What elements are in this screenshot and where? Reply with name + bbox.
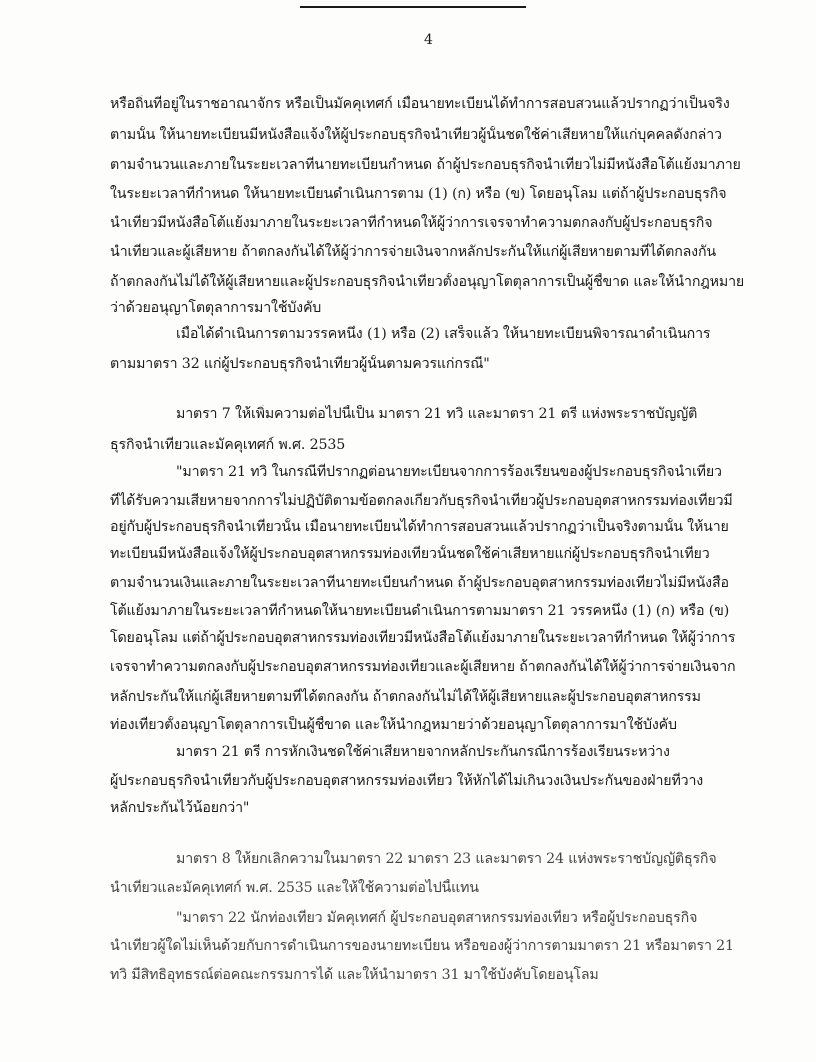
text-line-2: ตามนั้น ให้นายทะเบียนมีหนังสือแจ้งให้ผู้ประกอบธุรกิจนำเที่ยวผู้นั้นชดใช้ค่าเสียหายให้แก่บุคคลดังกล่าว (110, 127, 722, 143)
text-line-4: ในระยะเวลาที่กำหนด ให้นายทะเบียนดำเนินการตาม (1) (ก) หรือ (ข) โดยอนุโลม แต่ถ้าผู้ประกอบธุรกิจ (110, 186, 727, 202)
text-line-30: ทวิ มีสิทธิอุทธรณ์ต่อคณะกรรมการได้ และให้นำมาตรา 31 มาใช้บังคับโดยอนุโลม (110, 967, 599, 983)
text-line-21: หลักประกันให้แก่ผู้เสียหายตามที่ได้ตกลงกัน ถ้าตกลงกันไม่ได้ให้ผู้เสียหายและผู้ประกอบอุตสาหกรรม (110, 689, 701, 705)
text-line-10: ตามมาตรา 32 แก่ผู้ประกอบธุรกิจนำเที่ยวผู้นั้นตามควรแก่กรณี" (110, 356, 490, 372)
text-line-3: ตามจำนวนและภายในระยะเวลาที่นายทะเบียนกำหนด ถ้าผู้ประกอบธุรกิจนำเที่ยวไม่มีหนังสือโต้แย้งมาภาย (110, 157, 741, 173)
text-line-1: หรือถิ่นที่อยู่ในราชอาณาจักร หรือเป็นมัคคุเทศก์ เมื่อนายทะเบียนได้ทำการสอบสวนแล้วปรากฏว่าเป็นจริง (110, 96, 730, 112)
page-number: 4 (424, 32, 433, 48)
text-line-16: ทะเบียนมีหนังสือแจ้งให้ผู้ประกอบอุตสาหกรรมท่องเที่ยวนั้นชดใช้ค่าเสียหายแก่ผู้ประกอบธุรกิจนำเที่ยว (110, 546, 710, 562)
header-rule (300, 6, 526, 8)
text-line-13: "มาตรา 21 ทวิ ในกรณีที่ปรากฏต่อนายทะเบียนจากการร้องเรียนของผู้ประกอบธุรกิจนำเที่ยว (176, 464, 722, 480)
text-line-18: โต้แย้งมาภายในระยะเวลาที่กำหนดให้นายทะเบียนดำเนินการตามมาตรา 21 วรรคหนึ่ง (1) (ก) หรือ (ข) (110, 603, 730, 619)
text-line-26: มาตรา 8 ให้ยกเลิกความในมาตรา 22 มาตรา 23 และมาตรา 24 แห่งพระราชบัญญัติธุรกิจ (176, 851, 717, 867)
text-line-27: นำเที่ยวและมัคคุเทศก์ พ.ศ. 2535 และให้ใช้ความต่อไปนี้แทน (110, 880, 479, 896)
text-line-19: โดยอนุโลม แต่ถ้าผู้ประกอบอุตสาหกรรมท่องเที่ยวมีหนังสือโต้แย้งมาภายในระยะเวลาที่กำหนด ให้ผู้ว่าการ (110, 630, 736, 646)
text-line-14: ที่ได้รับความเสียหายจากการไม่ปฏิบัติตามข้อตกลงเกี่ยวกับธุรกิจนำเที่ยวผู้ประกอบอุตสาหกรรมท่องเที่ยวมี (110, 493, 733, 509)
text-line-20: เจรจาทำความตกลงกับผู้ประกอบอุตสาหกรรมท่องเที่ยวและผู้เสียหาย ถ้าตกลงกันได้ให้ผู้ว่าการจ่ายเงินจาก (110, 659, 736, 675)
text-line-8: ว่าด้วยอนุญาโตตุลาการมาใช้บังคับ (110, 300, 322, 316)
text-line-29: นำเที่ยวผู้ใดไม่เห็นด้วยกับการดำเนินการของนายทะเบียน หรือของผู้ว่าการตามมาตรา 21 หรือมาตรา 21 (110, 938, 734, 954)
text-line-25: หลักประกันไว้น้อยกว่า" (110, 800, 250, 816)
text-line-28: "มาตรา 22 นักท่องเที่ยว มัคคุเทศก์ ผู้ประกอบอุตสาหกรรมท่องเที่ยว หรือผู้ประกอบธุรกิจ (176, 910, 698, 926)
text-line-15: อยู่กับผู้ประกอบธุรกิจนำเที่ยวนั้น เมื่อนายทะเบียนได้ทำการสอบสวนแล้วปรากฏว่าเป็นจริงตามนั้น ให้นาย (110, 519, 729, 535)
text-line-7: ถ้าตกลงกันไม่ได้ให้ผู้เสียหายและผู้ประกอบธุรกิจนำเที่ยวตั้งอนุญาโตตุลาการเป็นผู้ชี้ขาด และให้นำกฎหมาย (110, 274, 745, 290)
text-line-9: เมื่อได้ดำเนินการตามวรรคหนึ่ง (1) หรือ (2) เสร็จแล้ว ให้นายทะเบียนพิจารณาดำเนินการ (176, 326, 711, 342)
text-line-17: ตามจำนวนเงินและภายในระยะเวลาที่นายทะเบียนกำหนด ถ้าผู้ประกอบอุตสาหกรรมท่องเที่ยวไม่มีหนังสือ (110, 575, 729, 591)
text-line-23: มาตรา 21 ตรี การหักเงินชดใช้ค่าเสียหายจากหลักประกันกรณีการร้องเรียนระหว่าง (176, 744, 670, 760)
text-line-5: นำเที่ยวมีหนังสือโต้แย้งมาภายในระยะเวลาที่กำหนดให้ผู้ว่าการเจรจาทำความตกลงกับผู้ประกอบธุรกิจ (110, 215, 713, 231)
text-line-24: ผู้ประกอบธุรกิจนำเที่ยวกับผู้ประกอบอุตสาหกรรมท่องเที่ยว ให้หักได้ไม่เกินวงเงินประกันของฝ่ายที่วาง (110, 773, 704, 789)
text-line-6: นำเที่ยวและผู้เสียหาย ถ้าตกลงกันได้ให้ผู้ว่าการจ่ายเงินจากหลักประกันให้แก่ผู้เสียหายตามที่ได้ตกลงกัน (110, 244, 716, 260)
text-line-11: มาตรา 7 ให้เพิ่มความต่อไปนี้เป็น มาตรา 21 ทวิ และมาตรา 21 ตรี แห่งพระราชบัญญัติ (176, 406, 698, 422)
text-line-22: ท่องเที่ยวตั้งอนุญาโตตุลาการเป็นผู้ชี้ขาด และให้นำกฎหมายว่าด้วยอนุญาโตตุลาการมาใช้บังคับ (110, 717, 677, 733)
text-line-12: ธุรกิจนำเที่ยวและมัคคุเทศก์ พ.ศ. 2535 (110, 437, 346, 453)
